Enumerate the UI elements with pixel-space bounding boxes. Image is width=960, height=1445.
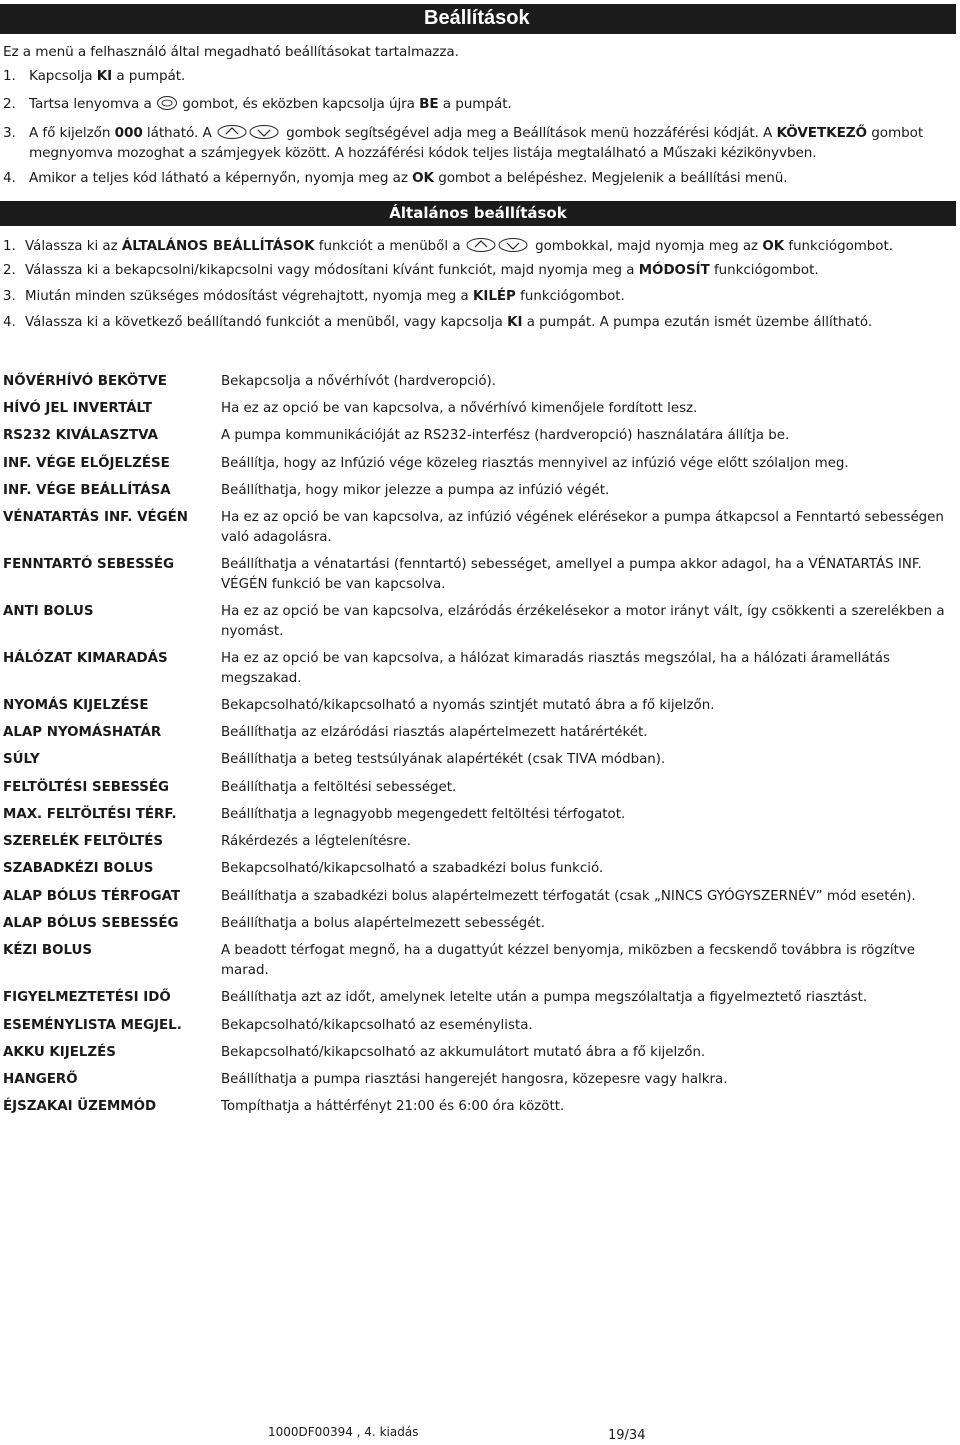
setting-name: HÍVÓ JEL INVERTÁLT: [3, 401, 153, 416]
setting-description: Beállíthatja a vénatartási (fenntartó) sebességet, amellyel a pumpa akkor adagol, ha a VÉNATARTÁS INF. VÉGÉN funkció be van kapcsolva.: [221, 557, 922, 592]
setting-name: SZABADKÉZI BOLUS: [3, 861, 154, 876]
step-3-continued: megnyomva mozoghat a számjegyek között. A hozzáférési kódok teljes listája megtalálható a Műszaki kézikönyvben.: [29, 145, 817, 161]
step-3: 3. A fő kijelzőn 000 látható. A gombok segítségével adja meg a Beállítások menü hozzáférési kódját. A KÖVETKEZŐ gombot: [3, 125, 924, 141]
general-step-1: 1. Válassza ki az ÁLTALÁNOS BEÁLLÍTÁSOK funkciót a menüből a gombokkal, majd nyomja meg az OK funkciógombot.: [3, 239, 894, 254]
setting-description: Rákérdezés a légtelenítésre.: [221, 834, 411, 849]
setting-name: SZERELÉK FELTÖLTÉS: [3, 834, 164, 849]
setting-description: Beállíthatja a pumpa riasztási hangerejét hangosra, közepesre vagy halkra.: [221, 1072, 728, 1087]
setting-name: FENNTARTÓ SEBESSÉG: [3, 557, 175, 572]
page-title: Beállítások: [424, 7, 530, 29]
step-1: 1. Kapcsolja KI a pumpát.: [3, 68, 186, 84]
setting-name: HÁLÓZAT KIMARADÁS: [3, 651, 168, 666]
setting-description: Ha ez az opció be van kapcsolva, a nővérhívó kimenőjele fordított lesz.: [221, 401, 698, 416]
setting-name: RS232 KIVÁLASZTVA: [3, 428, 158, 443]
option-button-icon: [156, 95, 178, 111]
setting-description: Beállíthatja a feltöltési sebességet.: [221, 780, 457, 795]
up-down-arrow-buttons-icon: [216, 124, 282, 140]
setting-name: VÉNATARTÁS INF. VÉGÉN: [3, 510, 188, 525]
setting-name: ALAP BÓLUS SEBESSÉG: [3, 916, 179, 931]
setting-description: Bekapcsolja a nővérhívót (hardveropció).: [221, 374, 496, 389]
setting-description: Beállíthatja a szabadkézi bolus alapértelmezett térfogatát (csak „NINCS GYÓGYSZERNÉV” mód esetén).: [221, 889, 916, 904]
setting-description: Ha ez az opció be van kapcsolva, az infúzió végének elérésekor a pumpa átkapcsol a Fenntartó sebességen való adagolásra.: [221, 510, 944, 545]
setting-description: Beállíthatja, hogy mikor jelezze a pumpa az infúzió végét.: [221, 483, 610, 498]
setting-description: Ha ez az opció be van kapcsolva, a hálózat kimaradás riasztás megszólal, ha a hálózati áramellátás megszakad.: [221, 651, 890, 686]
step-4: 4. Amikor a teljes kód látható a képernyőn, nyomja meg az OK gombot a belépéshez. Megjelenik a beállítási menü.: [3, 170, 788, 186]
setting-description: Beállítja, hogy az Infúzió vége közeleg riasztás mennyivel az infúzió vége előtt szólaljon meg.: [221, 456, 849, 471]
intro-text: Ez a menü a felhasználó által megadható beállításokat tartalmazza.: [3, 44, 459, 60]
setting-description: Beállíthatja a legnagyobb megengedett feltöltési térfogatot.: [221, 807, 626, 822]
setting-name: FELTÖLTÉSI SEBESSÉG: [3, 780, 169, 795]
page-title-bar: [0, 4, 956, 34]
setting-name: INF. VÉGE BEÁLLÍTÁSA: [3, 483, 171, 498]
setting-name: KÉZI BOLUS: [3, 943, 93, 958]
setting-description: Beállíthatja a beteg testsúlyának alapértékét (csak TIVA módban).: [221, 752, 666, 767]
setting-description: Bekapcsolható/kikapcsolható a szabadkézi bolus funkció.: [221, 861, 604, 876]
general-settings-title: Általános beállítások: [389, 204, 567, 222]
setting-description: Bekapcsolható/kikapcsolható az akkumulátort mutató ábra a fő kijelzőn.: [221, 1045, 706, 1060]
setting-name: ESEMÉNYLISTA MEGJEL.: [3, 1018, 182, 1033]
setting-description: A beadott térfogat megnő, ha a dugattyút kézzel benyomja, miközben a fecskendő továbbra is rögzítve marad.: [221, 943, 916, 978]
setting-description: Bekapcsolható/kikapcsolható a nyomás szintjét mutató ábra a fő kijelzőn.: [221, 698, 715, 713]
setting-name: INF. VÉGE ELŐJELZÉSE: [3, 456, 170, 471]
setting-name: AKKU KIJELZÉS: [3, 1045, 116, 1060]
setting-description: Beállíthatja azt az időt, amelynek letelte után a pumpa megszólaltatja a figyelmeztető riasztást.: [221, 990, 868, 1005]
setting-name: HANGERŐ: [3, 1072, 78, 1087]
setting-description: A pumpa kommunikációját az RS232-interfész (hardveropció) használatára állítja be.: [221, 428, 790, 443]
page-number: 19/34: [608, 1428, 646, 1443]
setting-description: Beállíthatja az elzáródási riasztás alapértelmezett határértékét.: [221, 725, 648, 740]
setting-name: FIGYELMEZTETÉSI IDŐ: [3, 990, 171, 1005]
setting-name: ANTI BOLUS: [3, 604, 94, 619]
setting-name: MAX. FELTÖLTÉSI TÉRF.: [3, 807, 177, 822]
setting-description: Beállíthatja a bolus alapértelmezett sebességét.: [221, 916, 546, 931]
setting-name: ALAP NYOMÁSHATÁR: [3, 725, 162, 740]
setting-name: ALAP BÓLUS TÉRFOGAT: [3, 889, 181, 904]
setting-name: NYOMÁS KIJELZÉSE: [3, 698, 149, 713]
general-step-2: 2. Válassza ki a bekapcsolni/kikapcsolni vagy módosítani kívánt funkciót, majd nyomja meg a MÓDOSÍT funkciógombot.: [3, 263, 819, 278]
general-settings-header: [0, 201, 956, 226]
document-number: 1000DF00394 , 4. kiadás: [268, 1425, 419, 1439]
general-step-4: 4. Válassza ki a következő beállítandó funkciót a menüből, vagy kapcsolja KI a pumpát. A pumpa ezután ismét üzembe állítható.: [3, 315, 873, 330]
setting-description: Bekapcsolható/kikapcsolható az eseménylista.: [221, 1018, 533, 1033]
general-step-3: 3. Miután minden szükséges módosítást végrehajtott, nyomja meg a KILÉP funkciógombot.: [3, 289, 625, 304]
up-down-arrow-buttons-icon: [465, 237, 531, 253]
setting-description: Ha ez az opció be van kapcsolva, elzáródás érzékelésekor a motor irányt vált, így csökkenti a szerelékben a nyomást.: [221, 604, 945, 639]
setting-description: Tompíthatja a háttérfényt 21:00 és 6:00 óra között.: [221, 1099, 565, 1114]
setting-name: NŐVÉRHÍVÓ BEKÖTVE: [3, 374, 167, 389]
step-2: 2. Tartsa lenyomva a gombot, és eközben kapcsolja újra BE a pumpát.: [3, 96, 512, 112]
setting-name: ÉJSZAKAI ÜZEMMÓD: [3, 1099, 157, 1114]
setting-name: SÚLY: [3, 752, 40, 767]
